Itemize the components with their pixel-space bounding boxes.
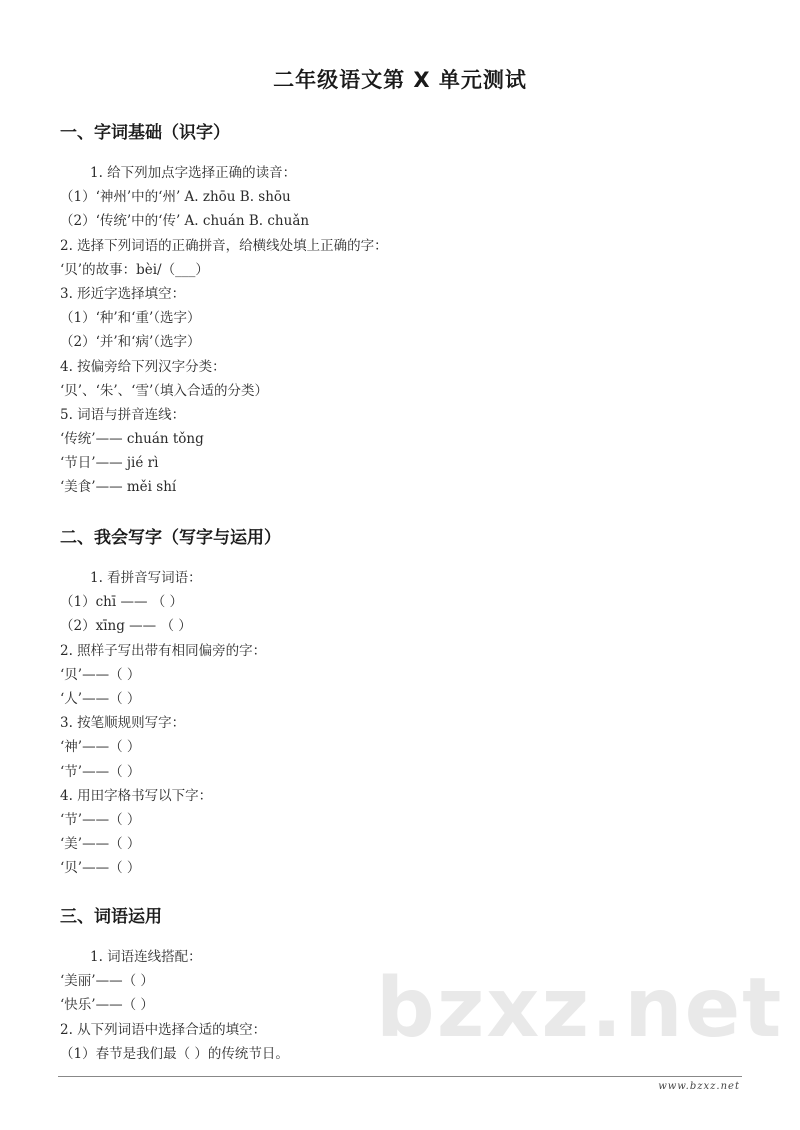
question-line: （2）‘并’和‘病’（选字） bbox=[60, 334, 201, 351]
question-line: ‘美丽’——（ ） bbox=[60, 973, 154, 990]
section-usage bbox=[60, 905, 289, 1066]
question-line: 2. 从下列词语中选择合适的填空： bbox=[60, 1021, 267, 1038]
question-line: 3. 形近字选择填空： bbox=[60, 285, 186, 302]
question-line: 2. 选择下列词语的正确拼音，给横线处填上正确的字： bbox=[60, 237, 388, 254]
question-line: 5. 词语与拼音连线： bbox=[60, 406, 186, 423]
question-line: （2）xīng —— （ ） bbox=[60, 618, 192, 635]
question-line: （2）‘传统’中的‘传’ A. chuán B. chuǎn bbox=[60, 213, 310, 230]
question-line: 1. 词语连线搭配： bbox=[90, 949, 202, 965]
section-heading: 三、词语运用 bbox=[60, 907, 162, 927]
question-list bbox=[60, 161, 388, 500]
question-line: ‘贝’、‘朱’、‘雪’（填入合适的分类） bbox=[60, 382, 268, 399]
question-line: （1）春节是我们最（ ）的传统节日。 bbox=[60, 1045, 289, 1062]
watermark: bzxz.net bbox=[376, 961, 784, 1056]
question-line: （1）‘种’和‘重’（选字） bbox=[60, 310, 201, 327]
question-line: ‘人’——（ ） bbox=[60, 690, 141, 707]
question-line: ‘传统’—— chuán tǒng bbox=[60, 431, 204, 448]
question-line: ‘美食’—— měi shí bbox=[60, 479, 177, 496]
question-line: ‘贝’——（ ） bbox=[60, 666, 141, 683]
question-line: 1. 给下列加点字选择正确的读音： bbox=[90, 165, 297, 181]
question-line: （1）chī —— （ ） bbox=[60, 594, 184, 611]
section-basics bbox=[60, 121, 388, 500]
question-line: ‘贝’——（ ） bbox=[60, 860, 141, 877]
question-line: ‘节日’—— jié rì bbox=[60, 455, 159, 472]
question-line: ‘神’——（ ） bbox=[60, 739, 141, 756]
page-title: 二年级语文第 X 单元测试 bbox=[273, 68, 527, 92]
question-line: ‘贝’的故事：bèi/（___） bbox=[60, 261, 209, 278]
question-list bbox=[60, 945, 289, 1066]
footer-url: www.bzxz.net bbox=[658, 1081, 740, 1092]
section-heading: 二、我会写字（写字与运用） bbox=[60, 528, 281, 548]
question-line: 3. 按笔顺规则写字： bbox=[60, 715, 186, 732]
question-line: （1）‘神州’中的‘州’ A. zhōu B. shōu bbox=[60, 189, 291, 206]
section-heading: 一、字词基础（识字） bbox=[60, 123, 230, 143]
question-line: ‘快乐’——（ ） bbox=[60, 997, 154, 1014]
question-line: 2. 照样子写出带有相同偏旁的字： bbox=[60, 642, 267, 659]
question-line: ‘节’——（ ） bbox=[60, 763, 141, 780]
footer-divider bbox=[58, 1076, 742, 1077]
question-line: 4. 按偏旁给下列汉字分类： bbox=[60, 358, 226, 375]
question-line: 4. 用田字格书写以下字： bbox=[60, 787, 213, 804]
question-line: ‘美’——（ ） bbox=[60, 836, 141, 853]
question-line: ‘节’——（ ） bbox=[60, 811, 141, 828]
question-line: 1. 看拼音写词语： bbox=[90, 570, 202, 586]
question-list bbox=[60, 566, 281, 880]
section-writing bbox=[60, 526, 281, 880]
